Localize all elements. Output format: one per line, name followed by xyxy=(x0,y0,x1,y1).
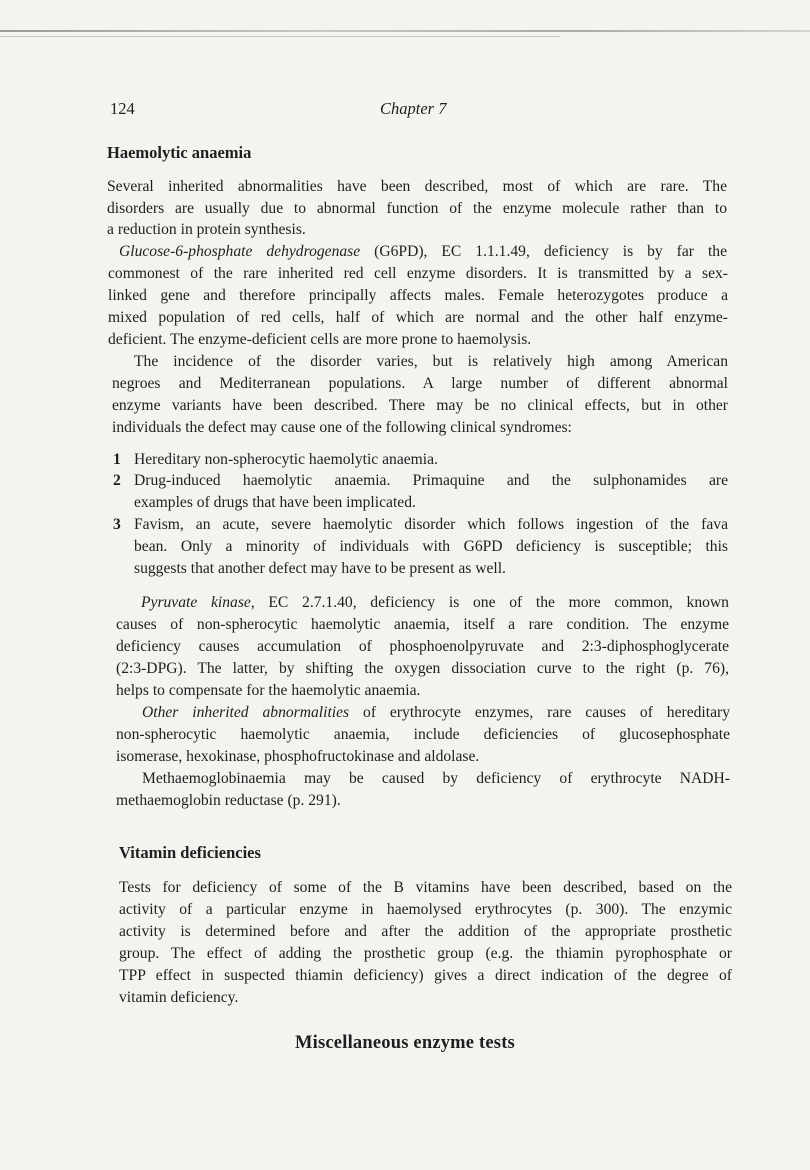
section-heading-vitamin-deficiencies: Vitamin deficiencies xyxy=(119,843,261,862)
text-span: of erythrocyte enzymes, rare causes of hereditary xyxy=(349,704,730,721)
italic-term: Glucose-6-phosphate dehydrogenase xyxy=(119,243,361,260)
text-line: bean. Only a minority of individuals with G6PD deficiency is susceptible; this xyxy=(134,538,728,555)
text-line: non-spherocytic haemolytic anaemia, include deficiencies of glucosephosphate xyxy=(116,726,730,743)
text-line: isomerase, hexokinase, phosphofructokinase and aldolase. xyxy=(116,748,480,765)
text-line: Several inherited abnormalities have been described, most of which are rare. The xyxy=(107,178,727,195)
text-line: suggests that another defect may have to be present as well. xyxy=(134,560,506,577)
section-heading-miscellaneous-enzyme-tests: Miscellaneous enzyme tests xyxy=(295,1033,515,1053)
list-number: 2 xyxy=(113,472,121,489)
text-line: deficient. The enzyme-deficient cells are more prone to haemolysis. xyxy=(108,331,532,348)
text-line: mixed population of red cells, half of which are normal and the other half enzyme- xyxy=(108,309,728,326)
text-line: activity of a particular enzyme in haemolysed erythrocytes (p. 300). The enzymic xyxy=(119,901,732,918)
text-line: The incidence of the disorder varies, but is relatively high among American xyxy=(134,353,728,370)
scan-top-rule-faint xyxy=(0,36,560,37)
text-line: Drug-induced haemolytic anaemia. Primaquine and the sulphonamides are xyxy=(134,472,728,489)
text-line xyxy=(119,242,727,262)
running-title: Chapter 7 xyxy=(380,99,447,118)
text-line xyxy=(142,703,730,723)
text-line: (2:3-DPG). The latter, by shifting the oxygen dissociation curve to the right (p. 76), xyxy=(116,660,729,677)
scan-top-rule xyxy=(0,30,810,32)
text-line: activity is determined before and after the addition of the appropriate prosthetic xyxy=(119,923,732,940)
page-number: 124 xyxy=(110,99,135,118)
text-line: linked gene and therefore principally affects males. Female heterozygotes produce a xyxy=(108,287,728,304)
text-span: (G6PD), EC 1.1.1.49, deficiency is by far the xyxy=(360,243,727,260)
text-line: helps to compensate for the haemolytic anaemia. xyxy=(116,682,421,699)
text-span: , EC 2.7.1.40, deficiency is one of the more common, known xyxy=(250,594,729,611)
text-line: examples of drugs that have been implicated. xyxy=(134,494,416,511)
text-line xyxy=(141,593,729,613)
text-line: Favism, an acute, severe haemolytic disorder which follows ingestion of the fava xyxy=(134,516,728,533)
italic-term: Other inherited abnormalities xyxy=(142,704,350,721)
text-line: Hereditary non-spherocytic haemolytic anaemia. xyxy=(134,451,438,468)
text-line: Methaemoglobinaemia may be caused by deficiency of erythrocyte NADH- xyxy=(142,770,730,787)
section-heading-haemolytic-anaemia: Haemolytic anaemia xyxy=(107,143,252,162)
list-number: 3 xyxy=(113,516,121,533)
text-line: commonest of the rare inherited red cell enzyme disorders. It is transmitted by a sex- xyxy=(108,265,728,282)
text-line: a reduction in protein synthesis. xyxy=(107,221,306,238)
text-line: individuals the defect may cause one of the following clinical syndromes: xyxy=(112,419,572,436)
text-line: vitamin deficiency. xyxy=(119,989,239,1006)
list-number: 1 xyxy=(113,451,121,468)
text-line: causes of non-spherocytic haemolytic anaemia, itself a rare condition. The enzyme xyxy=(116,616,729,633)
text-line: Tests for deficiency of some of the B vitamins have been described, based on the xyxy=(119,879,732,896)
text-line: enzyme variants have been described. There may be no clinical effects, but in other xyxy=(112,397,728,414)
italic-term: Pyruvate kinase xyxy=(141,594,251,611)
text-line: negroes and Mediterranean populations. A large number of different abnormal xyxy=(112,375,728,392)
text-line: TPP effect in suspected thiamin deficiency) gives a direct indication of the degree of xyxy=(119,967,732,984)
text-line: group. The effect of adding the prosthetic group (e.g. the thiamin pyrophosphate or xyxy=(119,945,732,962)
text-line: deficiency causes accumulation of phosphoenolpyruvate and 2:3-diphosphoglycerate xyxy=(116,638,729,655)
text-line: methaemoglobin reductase (p. 291). xyxy=(116,792,341,809)
text-line: disorders are usually due to abnormal function of the enzyme molecule rather than to xyxy=(107,200,727,217)
